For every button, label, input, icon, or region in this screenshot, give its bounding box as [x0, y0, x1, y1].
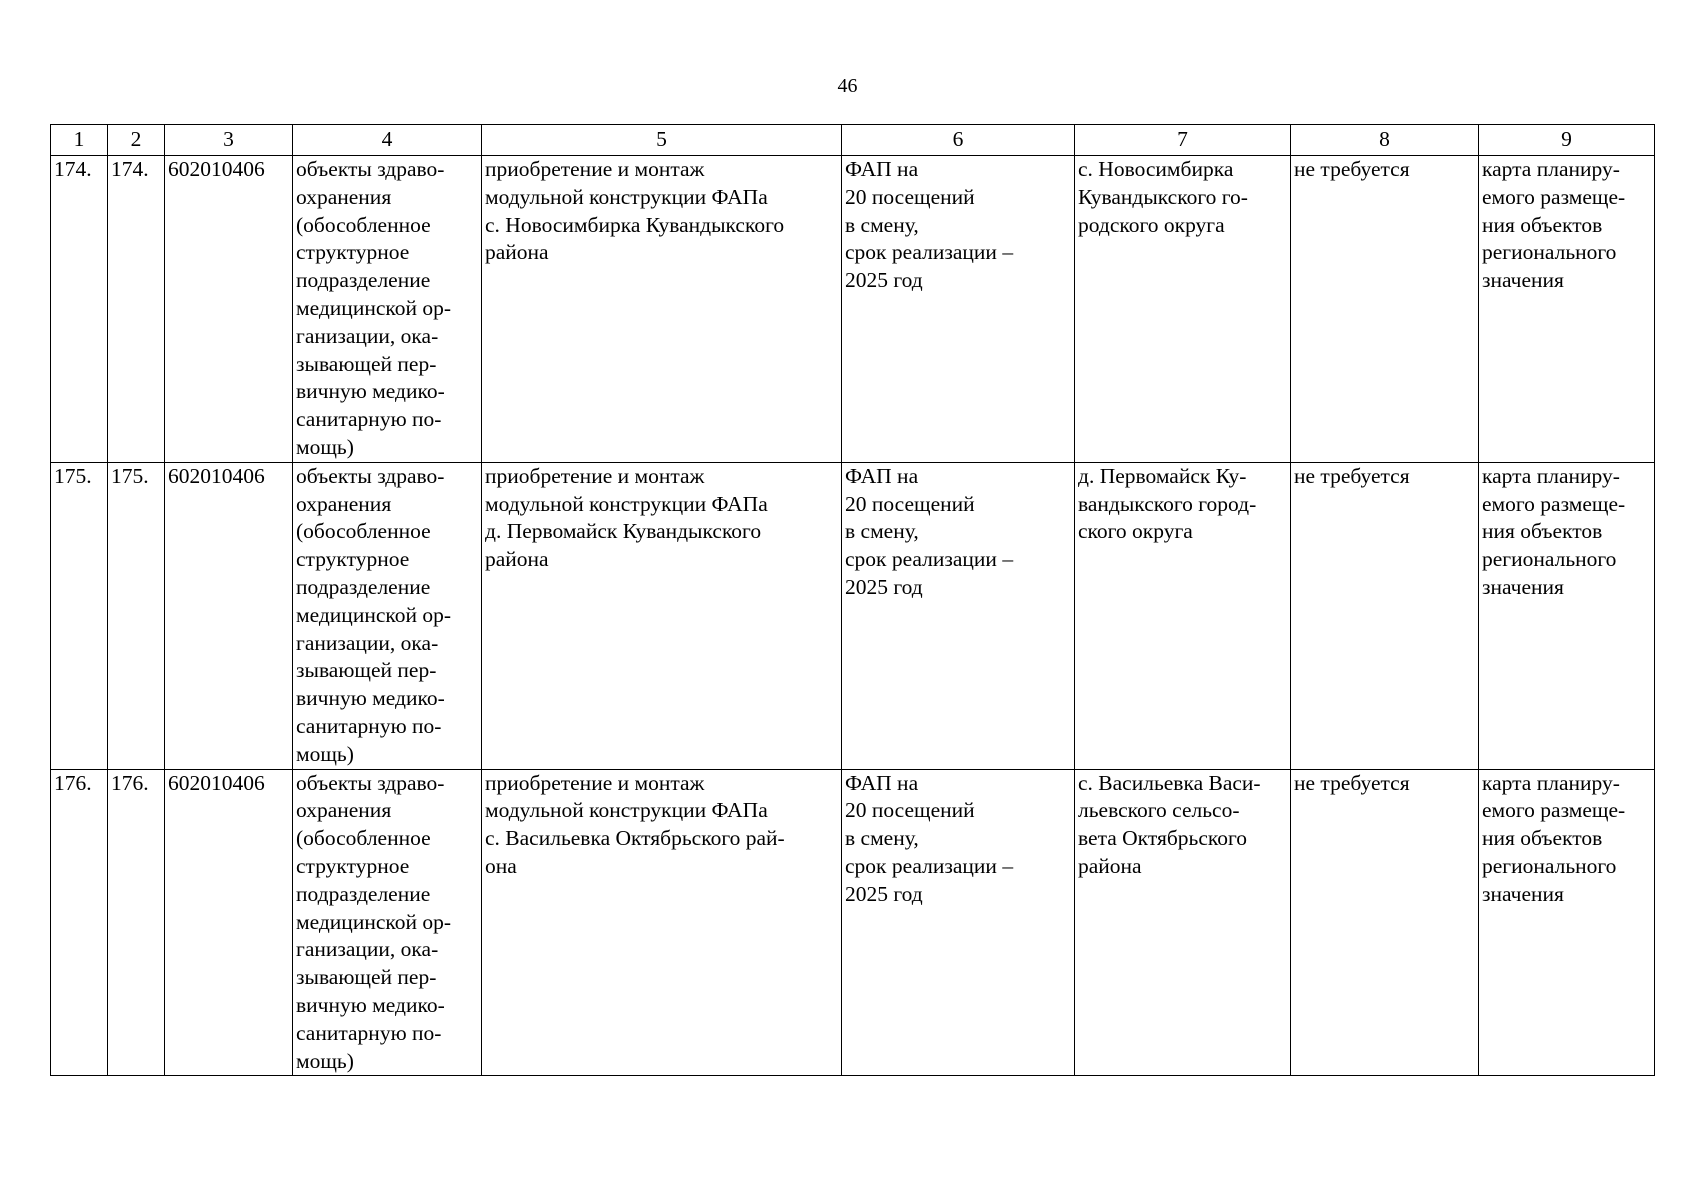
action-cell: приобретение и монтаж модульной конструкции ФАПа с. Новосимбирка Кувандыкского района	[482, 156, 842, 463]
characteristics-cell: ФАП на 20 посещений в смену, срок реализации – 2025 год	[842, 462, 1075, 769]
map-reference-cell: карта планиру- емого размеще- ния объектов регионального значения	[1479, 769, 1655, 1076]
column-header: 2	[108, 125, 165, 156]
column-header: 1	[51, 125, 108, 156]
column-header: 4	[293, 125, 482, 156]
header-row	[51, 125, 1655, 156]
column-header: 3	[165, 125, 293, 156]
location-cell: с. Новосимбирка Кувандыкского го- родского округа	[1075, 156, 1291, 463]
table-row	[51, 156, 1655, 463]
column-header: 5	[482, 125, 842, 156]
object-type-cell: объекты здраво- охранения (обособленное структурное подразделение медицинской ор- ганизации, ока- зывающей пер- вичную медико- санитарную по- мощь)	[293, 462, 482, 769]
code-cell: 602010406	[165, 769, 293, 1076]
row-number-cell: 176.	[108, 769, 165, 1076]
code-cell: 602010406	[165, 462, 293, 769]
table-row	[51, 769, 1655, 1076]
location-cell: с. Васильевка Васи- льевского сельсо- вета Октябрьского района	[1075, 769, 1291, 1076]
object-type-cell: объекты здраво- охранения (обособленное структурное подразделение медицинской ор- ганизации, ока- зывающей пер- вичную медико- санитарную по- мощь)	[293, 769, 482, 1076]
row-number-cell: 175.	[108, 462, 165, 769]
row-number-cell: 175.	[51, 462, 108, 769]
column-header: 9	[1479, 125, 1655, 156]
table-row	[51, 462, 1655, 769]
column-header: 8	[1291, 125, 1479, 156]
row-number-cell: 176.	[51, 769, 108, 1076]
row-number-cell: 174.	[108, 156, 165, 463]
object-type-cell: объекты здраво- охранения (обособленное структурное подразделение медицинской ор- ганизации, ока- зывающей пер- вичную медико- санитарную по- мощь)	[293, 156, 482, 463]
column-header: 7	[1075, 125, 1291, 156]
row-number-cell: 174.	[51, 156, 108, 463]
action-cell: приобретение и монтаж модульной конструкции ФАПа д. Первомайск Кувандыкского района	[482, 462, 842, 769]
planning-table	[50, 124, 1655, 1076]
zone-cell: не требуется	[1291, 462, 1479, 769]
action-cell: приобретение и монтаж модульной конструкции ФАПа с. Васильевка Октябрьского рай- она	[482, 769, 842, 1076]
zone-cell: не требуется	[1291, 769, 1479, 1076]
characteristics-cell: ФАП на 20 посещений в смену, срок реализации – 2025 год	[842, 156, 1075, 463]
zone-cell: не требуется	[1291, 156, 1479, 463]
map-reference-cell: карта планиру- емого размеще- ния объектов регионального значения	[1479, 156, 1655, 463]
code-cell: 602010406	[165, 156, 293, 463]
column-header: 6	[842, 125, 1075, 156]
location-cell: д. Первомайск Ку- вандыкского город- ского округа	[1075, 462, 1291, 769]
page-number: 46	[837, 75, 858, 97]
characteristics-cell: ФАП на 20 посещений в смену, срок реализации – 2025 год	[842, 769, 1075, 1076]
map-reference-cell: карта планиру- емого размеще- ния объектов регионального значения	[1479, 462, 1655, 769]
